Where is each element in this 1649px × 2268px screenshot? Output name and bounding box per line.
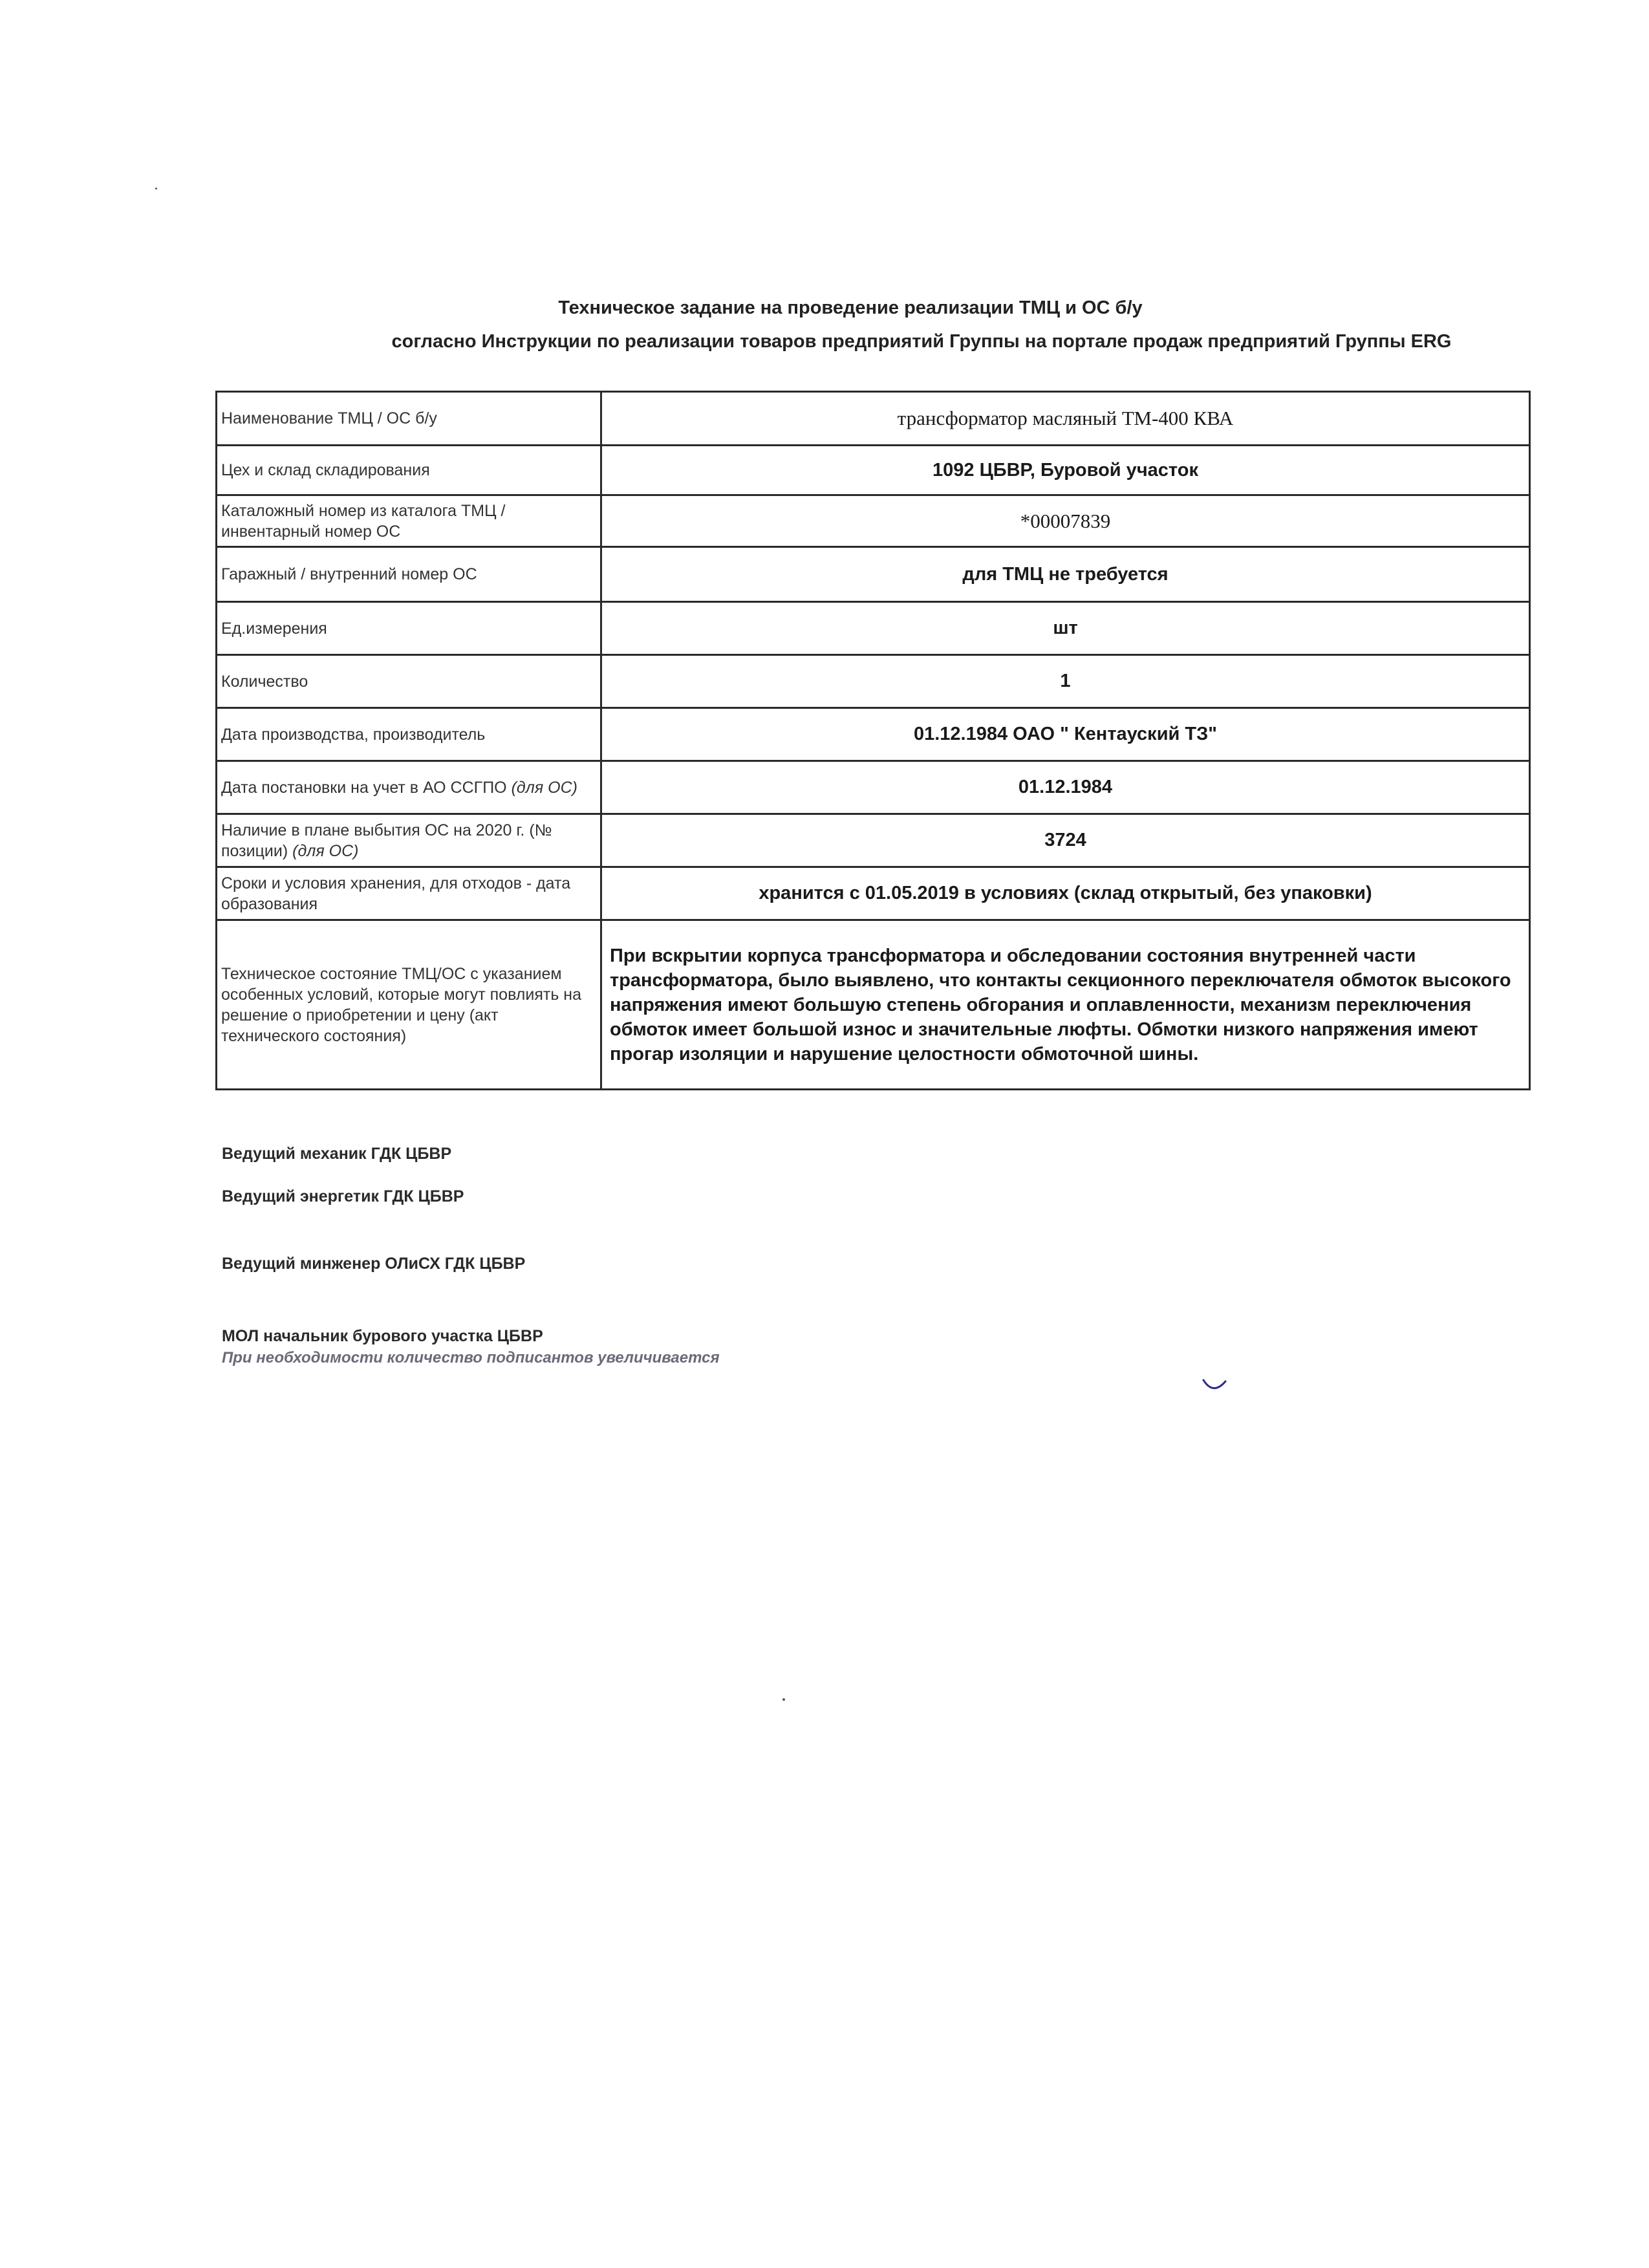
row-label-technical-condition: Техническое состояние ТМЦ/ОС с указанием особенных условий, которые могут повлиять на решение о приобретении и цену (акт технического состояния) xyxy=(217,920,601,1090)
specification-table xyxy=(215,391,1531,1090)
table-row xyxy=(217,392,1530,446)
document-subtitle: согласно Инструкции по реализации товаров предприятий Группы на портале продаж предприятий Группы ERG xyxy=(391,331,1452,352)
scan-speck xyxy=(782,1698,785,1701)
row-value-workshop: 1092 ЦБВР, Буровой участок xyxy=(601,446,1530,495)
table-row xyxy=(217,761,1530,814)
signatory-site-head: МОЛ начальник бурового участка ЦБВР xyxy=(222,1327,543,1345)
signatory-power-engineer: Ведущий энергетик ГДК ЦБВР xyxy=(222,1187,464,1205)
table-row xyxy=(217,814,1530,867)
row-value-storage-conditions: хранится с 01.05.2019 в условиях (склад открытый, без упаковки) xyxy=(601,867,1530,920)
row-value-catalog-number: *00007839 xyxy=(601,495,1530,547)
row-label-storage-conditions: Сроки и условия хранения, для отходов - дата образования xyxy=(217,867,601,920)
row-label-registration-date-text: Дата постановки на учет в АО ССГПО xyxy=(221,778,507,797)
scan-speck xyxy=(155,188,157,189)
document-title: Техническое задание на проведение реализации ТМЦ и ОС б/у xyxy=(558,297,1143,318)
row-label-disposal-plan-note: (для ОС) xyxy=(292,841,359,860)
table-row xyxy=(217,708,1530,761)
row-label-disposal-plan xyxy=(217,814,601,867)
row-value-garage-number: для ТМЦ не требуется xyxy=(601,547,1530,602)
signatories-footnote: При необходимости количество подписантов увеличивается xyxy=(222,1349,720,1366)
row-label-garage-number: Гаражный / внутренний номер ОС xyxy=(217,547,601,602)
row-label-registration-date-note: (для ОС) xyxy=(511,778,577,797)
table-row xyxy=(217,547,1530,602)
table-row xyxy=(217,655,1530,708)
row-label-name: Наименование ТМЦ / ОС б/у xyxy=(217,392,601,446)
row-label-quantity: Количество xyxy=(217,655,601,708)
row-value-name: трансформатор масляный ТМ-400 КВА xyxy=(601,392,1530,446)
table-row xyxy=(217,602,1530,655)
row-label-disposal-plan-text: Наличие в плане выбытия ОС на 2020 г. (№ позиции) xyxy=(221,821,552,860)
row-label-registration-date xyxy=(217,761,601,814)
row-value-quantity: 1 xyxy=(601,655,1530,708)
row-label-production-date: Дата производства, производитель xyxy=(217,708,601,761)
table-row xyxy=(217,446,1530,495)
row-label-workshop: Цех и склад складирования xyxy=(217,446,601,495)
row-value-disposal-plan: 3724 xyxy=(601,814,1530,867)
signatory-engineer: Ведущий минженер ОЛиСХ ГДК ЦБВР xyxy=(222,1255,526,1273)
table-row xyxy=(217,495,1530,547)
row-value-registration-date: 01.12.1984 xyxy=(601,761,1530,814)
row-value-unit: шт xyxy=(601,602,1530,655)
signatory-mechanic: Ведущий механик ГДК ЦБВР xyxy=(222,1145,452,1163)
table-row xyxy=(217,920,1530,1090)
row-label-unit: Ед.измерения xyxy=(217,602,601,655)
row-value-technical-condition: При вскрытии корпуса трансформатора и обследовании состояния внутренней части трансформатора, было выявлено, что контакты секционного переключателя обмоток высокого напряжения имеют большую степень обгорания и оплавленности, механизм переключения обмоток имеет большой износ и значительные люфты. Обмотки низкого напряжения имеют прогар изоляции и нарушение целостности обмоточной шины. xyxy=(601,920,1530,1090)
table-row xyxy=(217,867,1530,920)
row-label-catalog-number: Каталожный номер из каталога ТМЦ / инвентарный номер ОС xyxy=(217,495,601,547)
row-value-production-date: 01.12.1984 ОАО " Кентауский ТЗ" xyxy=(601,708,1530,761)
pen-mark xyxy=(1202,1377,1227,1393)
